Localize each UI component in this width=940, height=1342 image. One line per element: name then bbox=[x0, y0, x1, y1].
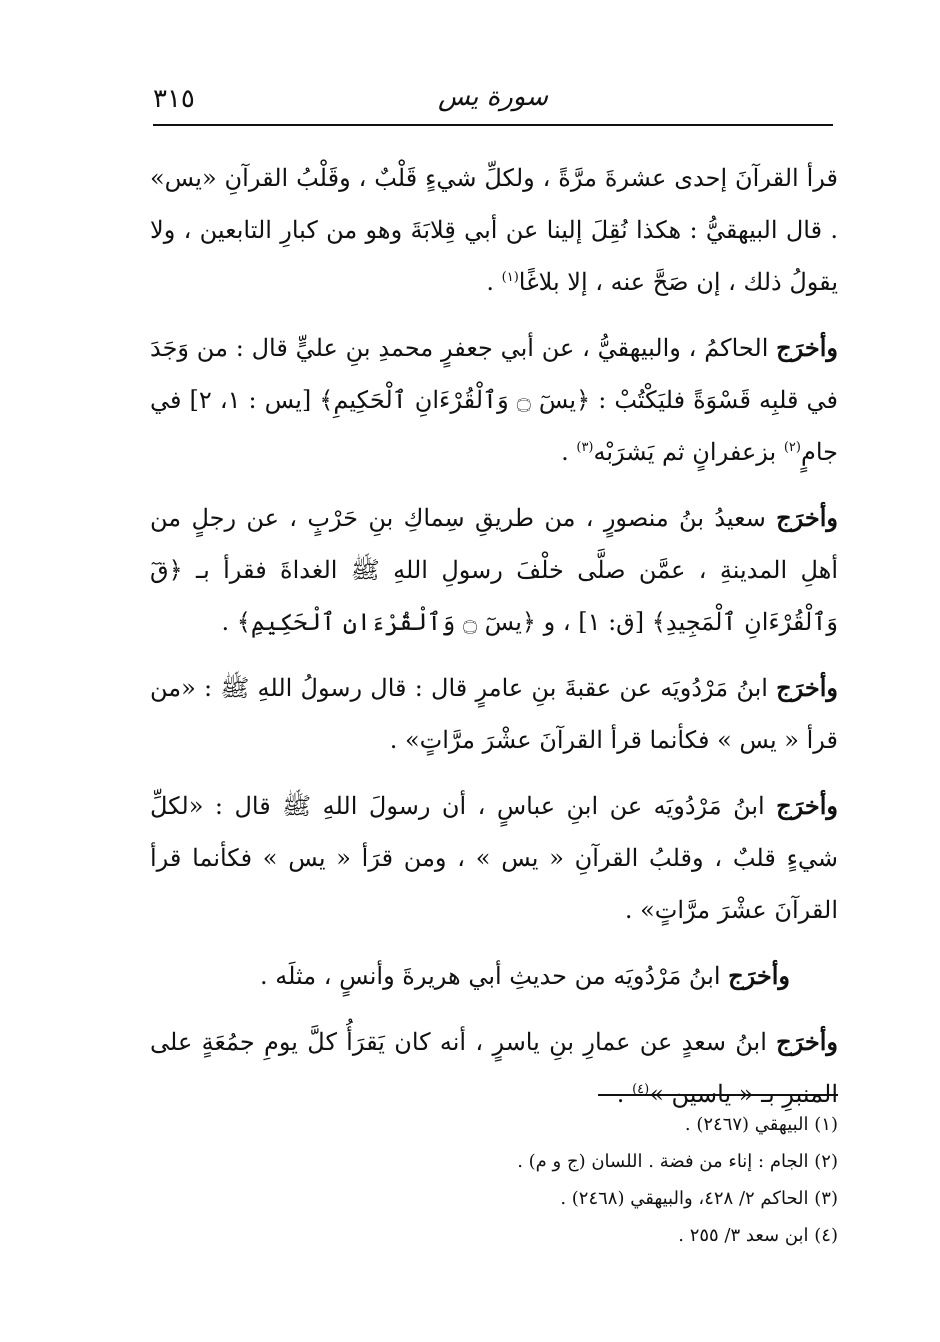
paragraph-tail: . bbox=[561, 438, 577, 466]
paragraph-4 bbox=[150, 662, 838, 766]
paragraph-1 bbox=[150, 152, 838, 308]
running-title: سورة يس bbox=[437, 82, 549, 112]
footnote-3: (٣) الحاكم ٢/ ٤٢٨، والبيهقي (٢٤٦٨) . bbox=[560, 1188, 838, 1209]
paragraph-lead: وأخرَج bbox=[728, 961, 790, 990]
footnote-rule bbox=[598, 1094, 838, 1096]
footnote-marker: (٢) bbox=[783, 440, 801, 455]
footnote-marker: (٤) bbox=[632, 1082, 650, 1097]
paragraph-text: سعيدُ بنُ منصورٍ ، من طريقِ سِماكِ بنِ حَرْبٍ ، عن رجلٍ من أهلِ المدينةِ ، عمَّن صلَّى خلْفَ رسولِ اللهِ ﷺ الغداةَ فقرأ بـ ﴿قٓ وَٱلْقُرْءَانِ ٱلْمَجِيدِ﴾ [ق: ١] ، و ﴿يسٓ ۝ وَٱلْقُرْءَانِ ٱلْحَكِيمِ﴾ . bbox=[150, 504, 838, 636]
paragraph-2 bbox=[150, 322, 838, 478]
paragraph-lead: وأخرَج bbox=[776, 333, 838, 362]
main-text bbox=[150, 152, 838, 1134]
paragraph-text: ابنُ مَرْدُويَه عن ابنِ عباسٍ ، أن رسولَ اللهِ ﷺ قال : «لكلِّ شيءٍ قلبٌ ، وقلبُ القرآنِ « يس » ، ومن قرَأ « يس » فكأنما قرأ القرآنَ عشْرَ مرَّاتٍ» . bbox=[150, 792, 838, 924]
footnote-marker: (٣) bbox=[576, 440, 594, 455]
paragraph-5 bbox=[150, 780, 838, 936]
paragraph-text: ابنُ مَرْدُويَه عن عقبةَ بنِ عامرٍ قال : قال رسولُ اللهِ ﷺ : «من قرأ « يس » فكأنما قرأ القرآنَ عشْرَ مرَّاتٍ» . bbox=[150, 674, 838, 754]
paragraph-lead: وأخرَج bbox=[776, 1027, 838, 1056]
paragraph-text-continued: بزعفرانٍ ثم يَشرَبْه bbox=[593, 438, 784, 466]
footnote-1: (١) البيهقي (٢٤٦٧) . bbox=[684, 1114, 838, 1135]
footnote-2: (٢) الجام : إناء من فضة . اللسان (ج و م) . bbox=[517, 1151, 838, 1172]
page-number: ٣١٥ bbox=[153, 84, 195, 114]
footnote-marker: (١) bbox=[501, 270, 519, 285]
paragraph-7 bbox=[150, 1016, 838, 1120]
paragraph-tail: . bbox=[616, 1080, 633, 1108]
paragraph-text: ابنُ مَرْدُويَه من حديثِ أبي هريرةَ وأنسٍ ، مثلَه . bbox=[259, 962, 729, 990]
paragraph-3 bbox=[150, 492, 838, 648]
footnote-4: (٤) ابن سعد ٣/ ٢٥٥ . bbox=[678, 1225, 838, 1246]
paragraph-text: الحاكمُ ، والبيهقيُّ ، عن أبي جعفرٍ محمدِ بنِ عليٍّ قال : من وَجَدَ في قلبِه قَسْوَةً فليَكْتُبْ : ﴿يسٓ ۝ وَٱلْقُرْءَانِ ٱلْحَكِيمِ﴾ [يس : ١، ٢] في جامٍ bbox=[150, 334, 839, 466]
paragraph-text: ابنُ سعدٍ عن عمارِ بنِ ياسرٍ ، أنه كان يَقرَأُ كلَّ يومِ جمُعَةٍ على المنبرِ بـ « ياسين » bbox=[150, 1028, 838, 1108]
paragraph-lead: وأخرَج bbox=[776, 673, 838, 702]
paragraph-6 bbox=[150, 950, 838, 1002]
paragraph-lead: وأخرَج bbox=[776, 503, 838, 532]
paragraph-tail: . bbox=[486, 268, 502, 296]
paragraph-text: قرأ القرآنَ إحدى عشرةَ مرَّةً ، ولكلِّ شيءٍ قَلْبٌ ، وقَلْبُ القرآنِ «يس» . قال البيهقيُّ : هكذا نُقِلَ إلينا عن أبي قِلابَةَ وهو من كبارِ التابعين ، ولا يقولُ ذلك ، إن صَحَّ عنه ، إلا بلاغًا bbox=[150, 164, 838, 296]
paragraph-lead: وأخرَج bbox=[776, 791, 838, 820]
header-rule bbox=[153, 124, 833, 126]
page-header bbox=[153, 82, 833, 122]
footnotes bbox=[420, 1106, 838, 1254]
